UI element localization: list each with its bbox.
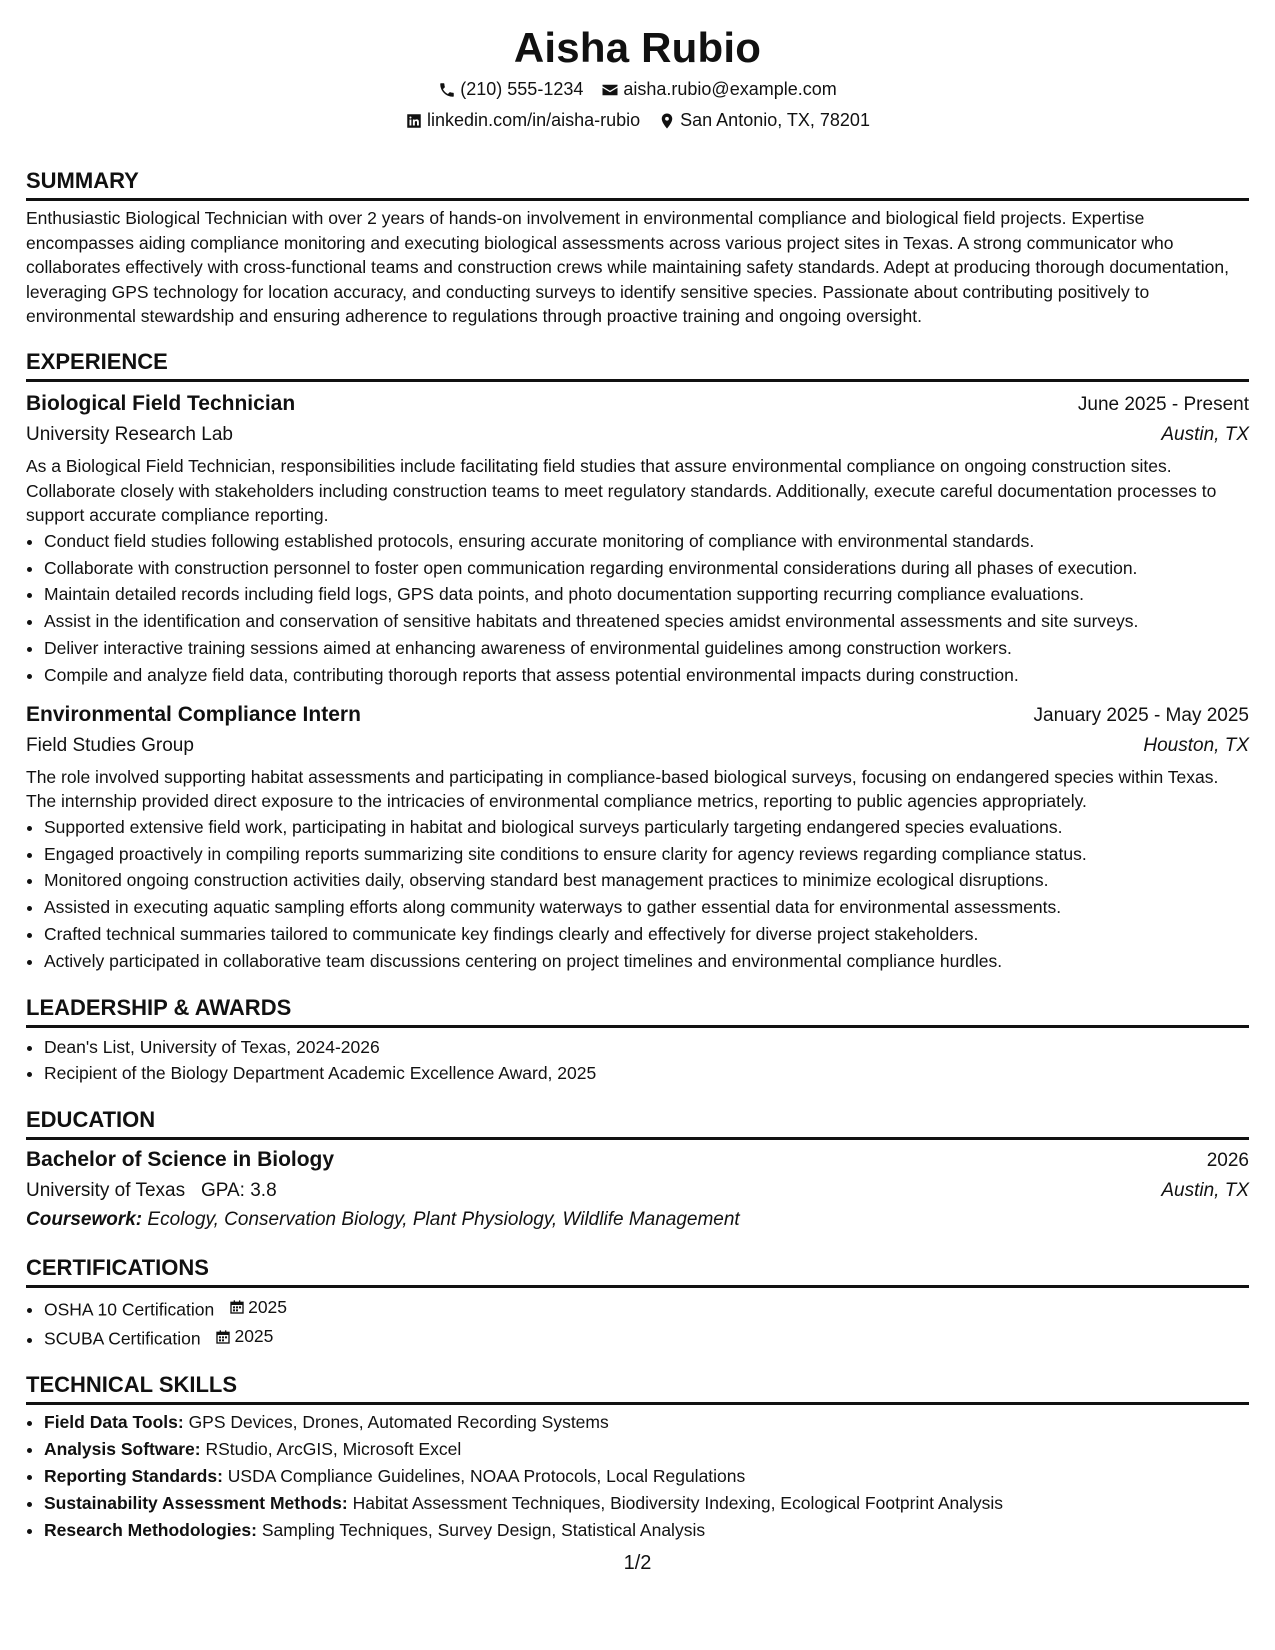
skill-label: Analysis Software: [44, 1439, 201, 1460]
linkedin-icon [405, 112, 423, 130]
location-text: San Antonio, TX, 78201 [680, 110, 870, 130]
job-dates: June 2025 - Present [1077, 393, 1249, 415]
list-item: • Crafted technical summaries tailored to communicate key findings clearly and effectively for diverse project stakeholders. [44, 921, 1249, 948]
degree-title: Bachelor of Science in Biology [26, 1148, 335, 1172]
skill-value: Sampling Techniques, Survey Design, Statistical Analysis [261, 1519, 706, 1540]
cert-name: SCUBA Certification [44, 1328, 201, 1349]
list-item: • Assisted in executing aquatic sampling efforts along community waterways to gather essential data for environmental assessments. [44, 894, 1249, 921]
cert-year: 2025 [234, 1326, 274, 1347]
list-item [44, 1517, 1249, 1544]
skills-list [26, 1409, 1249, 1543]
job-organization: University Research Lab [26, 423, 233, 445]
coursework-label: Coursework: [26, 1209, 143, 1231]
skills-heading: TECHNICAL SKILLS [26, 1360, 1249, 1405]
list-item: • Deliver interactive training sessions aimed at enhancing awareness of environmental guidelines among construction workers. [44, 635, 1249, 662]
list-item: • Engaged proactively in compiling reports summarizing site conditions to ensure clarity for agency reviews regarding compliance status. [44, 841, 1249, 868]
envelope-icon [601, 81, 619, 99]
skills-section [26, 1360, 1249, 1543]
linkedin-link[interactable]: linkedin.com/in/aisha-rubio [427, 110, 641, 130]
contact-row-1 [26, 74, 1249, 105]
education-subheader [26, 1177, 1249, 1205]
skill-value: USDA Compliance Guidelines, NOAA Protocols, Local Regulations [227, 1466, 746, 1487]
calendar-icon [229, 1299, 245, 1315]
skill-label: Field Data Tools: [44, 1412, 184, 1433]
cert-year: 2025 [248, 1297, 288, 1318]
job-location: Austin, TX [1161, 423, 1249, 445]
linkedin-contact[interactable] [405, 105, 640, 136]
skill-value: Habitat Assessment Techniques, Biodiversity Indexing, Ecological Footprint Analysis [352, 1492, 1004, 1513]
list-item: • Conduct field studies following established protocols, ensuring accurate monitoring of compliance with environmental standards. [44, 528, 1249, 555]
list-item: • Recipient of the Biology Department Academic Excellence Award, 2025 [44, 1060, 1249, 1087]
list-item: • Compile and analyze field data, contributing thorough reports that assess potential environmental impacts during construction. [44, 662, 1249, 689]
list-item: • Supported extensive field work, participating in habitat and biological surveys particularly targeting endangered species evaluations. [44, 814, 1249, 841]
list-item [44, 1409, 1249, 1436]
phone-icon [438, 81, 456, 99]
list-item: • Maintain detailed records including field logs, GPS data points, and photo documentation supporting recurring compliance evaluations. [44, 581, 1249, 608]
summary-heading: SUMMARY [26, 156, 1249, 201]
cert-name: OSHA 10 Certification [44, 1299, 215, 1320]
resume-header [26, 0, 1249, 136]
phone-contact [438, 74, 583, 105]
summary-text: Enthusiastic Biological Technician with over 2 years of hands-on involvement in environmental compliance and biological field projects. Expertise encompasses aiding compliance monitoring and executing biological assessments across various project sites in Texas. A strong communicator who collaborates effectively with cross-functional teams and construction crews while maintaining safety standards. Adept at producing thorough documentation, leveraging GPS technology for location accuracy, and conducting surveys to identify sensitive species. Passionate about contributing positively to environmental stewardship and ensuring adherence to regulations through proactive training and ongoing oversight. [26, 208, 1229, 327]
awards-heading: LEADERSHIP & AWARDS [26, 983, 1249, 1028]
list-item: • Monitored ongoing construction activities daily, observing standard best management practices to minimize ecological disruptions. [44, 867, 1249, 894]
education-section [26, 1095, 1249, 1235]
education-heading: EDUCATION [26, 1095, 1249, 1140]
certifications-heading: CERTIFICATIONS [26, 1243, 1249, 1288]
location-contact [658, 105, 870, 136]
experience-heading: EXPERIENCE [26, 337, 1249, 382]
list-item: • Assist in the identification and conservation of sensitive habitats and threatened species amidst environmental assessments and site surveys. [44, 608, 1249, 635]
experience-section [26, 337, 1249, 975]
job-subheader [26, 732, 1249, 760]
list-item: • Dean's List, University of Texas, 2024-2026 [44, 1034, 1249, 1061]
skill-label: Reporting Standards: [44, 1466, 223, 1487]
job-dates: January 2025 - May 2025 [1033, 704, 1249, 726]
job-organization: Field Studies Group [26, 734, 194, 756]
list-item [44, 1294, 1249, 1323]
candidate-name: Aisha Rubio [513, 24, 762, 71]
job-bullets [26, 814, 1249, 975]
summary-section [26, 156, 1249, 329]
job-entry [26, 699, 1249, 975]
school-name: University of Texas [26, 1180, 186, 1202]
skill-label: Sustainability Assessment Methods: [44, 1492, 348, 1513]
graduation-year: 2026 [1206, 1150, 1249, 1172]
list-item: • Collaborate with construction personnel to foster open communication regarding environmental considerations during all phases of execution. [44, 555, 1249, 582]
email-link[interactable]: aisha.rubio@example.com [623, 79, 837, 99]
job-title: Environmental Compliance Intern [26, 702, 361, 726]
map-marker-icon [658, 112, 676, 130]
skill-value: RStudio, ArcGIS, Microsoft Excel [205, 1439, 462, 1460]
skill-label: Research Methodologies: [44, 1519, 257, 1540]
job-bullets [26, 528, 1249, 689]
job-header [26, 699, 1249, 732]
coursework-list: Ecology, Conservation Biology, Plant Physiology, Wildlife Management [147, 1209, 740, 1231]
job-description: As a Biological Field Technician, responsibilities include facilitating field studies that assure environmental compliance on ongoing construction sites. Collaborate closely with stakeholders including construction teams to meet regulatory standards. Additionally, execute careful documentation processes to support accurate compliance reporting. [26, 455, 1217, 526]
certifications-section [26, 1243, 1249, 1352]
awards-list [26, 1034, 1249, 1088]
awards-section [26, 983, 1249, 1088]
job-subheader [26, 421, 1249, 449]
list-item [44, 1436, 1249, 1463]
page-number: 1/2 [623, 1552, 652, 1574]
gpa-text: GPA: 3.8 [200, 1180, 277, 1202]
school-info [26, 1177, 277, 1205]
job-title: Biological Field Technician [26, 391, 296, 415]
list-item: • Actively participated in collaborative team discussions centering on project timelines and environmental compliance hurdles. [44, 948, 1249, 975]
job-header [26, 388, 1249, 421]
job-location: Houston, TX [1143, 734, 1249, 756]
certifications-list [26, 1294, 1249, 1352]
list-item [44, 1463, 1249, 1490]
job-entry [26, 388, 1249, 689]
phone-text: (210) 555-1234 [460, 79, 584, 99]
cert-date [229, 1294, 287, 1321]
list-item [44, 1490, 1249, 1517]
coursework-line [26, 1205, 1249, 1235]
contact-row-2 [26, 105, 1249, 136]
email-contact[interactable] [601, 74, 836, 105]
cert-date [215, 1323, 273, 1350]
school-location: Austin, TX [1161, 1180, 1249, 1202]
job-description: The role involved supporting habitat assessments and participating in compliance-based biological surveys, focusing on endangered species within Texas. The internship provided direct exposure to the intricacies of environmental compliance metrics, reporting to public agencies appropriately. [26, 766, 1219, 812]
education-header [26, 1144, 1249, 1177]
calendar-icon [215, 1329, 231, 1345]
list-item [44, 1323, 1249, 1352]
skill-value: GPS Devices, Drones, Automated Recording Systems [188, 1412, 609, 1433]
